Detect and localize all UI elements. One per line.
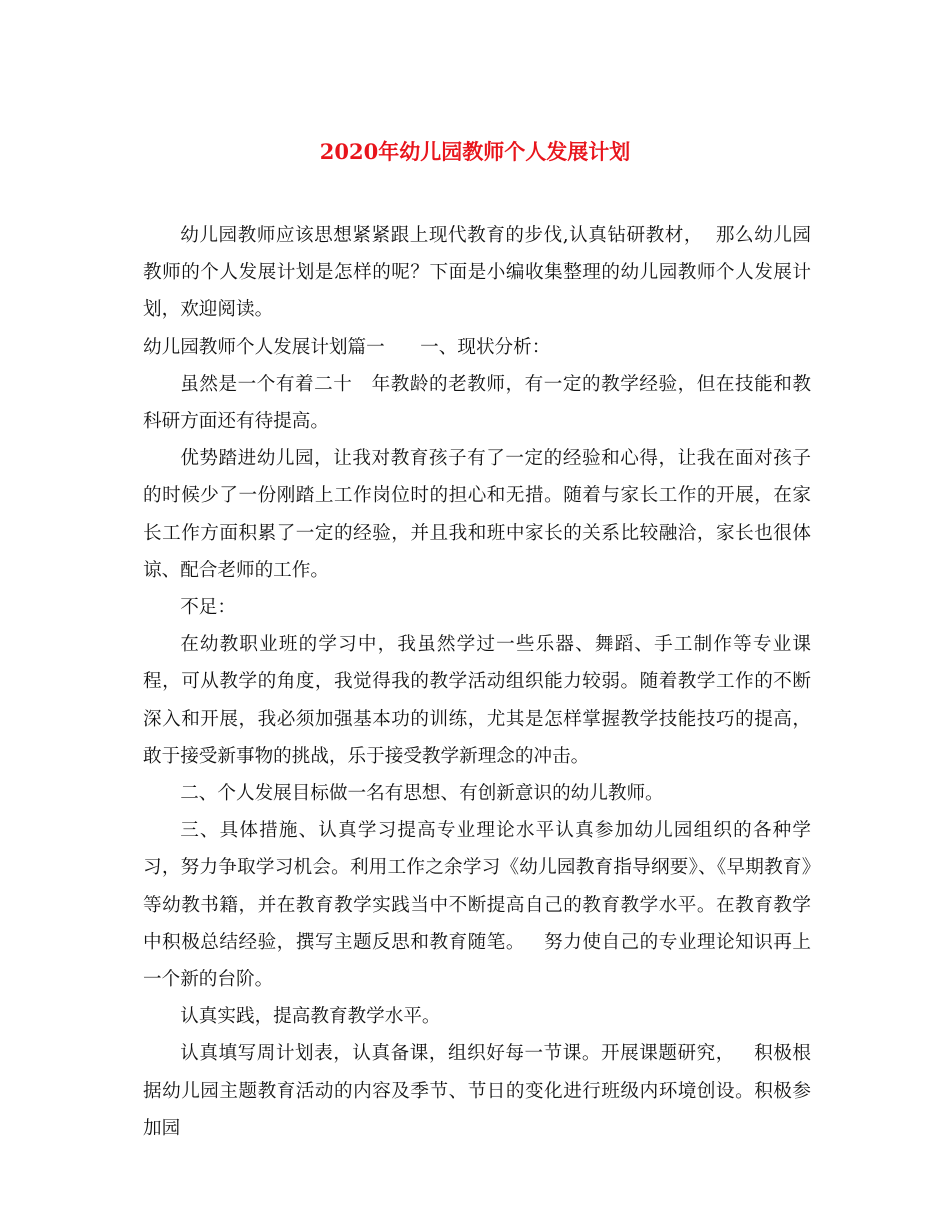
paragraph-weakness: 在幼教职业班的学习中，我虽然学过一些乐器、舞蹈、手工制作等专业课程，可从教学的角度，我觉得我的教学活动组织能力较弱。随着教学工作的不断深入和开展，我必须加强基本功的训练，尤其是怎样掌握教学技能技巧的提高，敢于接受新事物的挑战，乐于接受教学新理念的冲击。 bbox=[143, 634, 811, 767]
paragraph-goal: 二、个人发展目标做一名有思想、有创新意识的幼儿教师。 bbox=[180, 783, 664, 805]
paragraph-intro: 幼儿园教师应该思想紧紧跟上现代教育的步伐,认真钻研教材， 那么幼儿园教师的个人发展计划是怎样的呢？下面是小编收集整理的幼儿园教师个人发展计划，欢迎阅读。 bbox=[143, 225, 811, 321]
paragraph-strengths: 优势踏进幼儿园，让我对教育孩子有了一定的经验和心得，让我在面对孩子的时候少了一份刚踏上工作岗位时的担心和无措。随着与家长工作的开展，在家长工作方面积累了一定的经验，并且我和班中家长的关系比较融洽，家长也很体谅、配合老师的工作。 bbox=[143, 448, 811, 581]
document-title: 2020年幼儿园教师个人发展计划 bbox=[319, 139, 631, 164]
paragraph-section-heading: 幼儿园教师个人发展计划篇一 一、现状分析： bbox=[143, 336, 551, 358]
paragraph-measures: 三、具体措施、认真学习提高专业理论水平认真参加幼儿园组织的各种学习，努力争取学习机会。利用工作之余学习《幼儿园教育指导纲要》、《早期教育》等幼教书籍，并在教育教学实践当中不断提高自己的教育教学水平。在教育教学中积极总结经验，撰写主题反思和教育随笔。 努力使自己的专业理论知识再上一个新的台阶。 bbox=[143, 820, 811, 991]
paragraph-weakness-label: 不足： bbox=[180, 597, 236, 619]
paragraph-practice: 认真实践，提高教育教学水平。 bbox=[180, 1006, 441, 1028]
paragraph-planning: 认真填写周计划表，认真备课，组织好每一节课。开展课题研究， 积极根据幼儿园主题教育活动的内容及季节、节日的变化进行班级内环境创设。积极参加园 bbox=[143, 1043, 811, 1139]
document-body bbox=[143, 217, 811, 1147]
paragraph-status: 虽然是一个有着二十 年教龄的老教师，有一定的教学经验，但在技能和教科研方面还有待提高。 bbox=[143, 373, 811, 433]
